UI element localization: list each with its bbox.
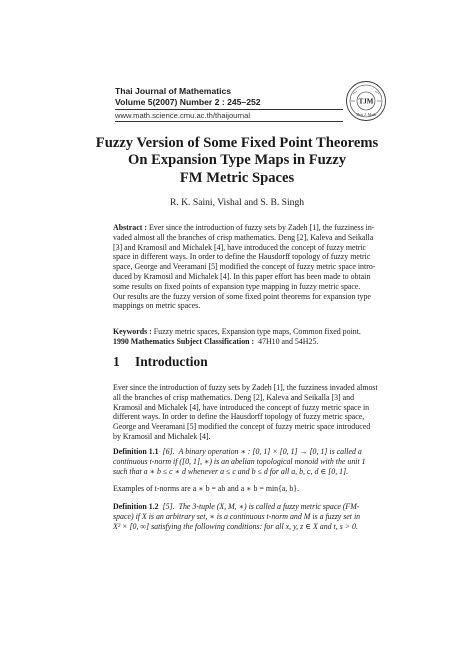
abstract-line: some results on fixed points of expansion type mapping in fuzzy metric space. bbox=[113, 281, 361, 291]
journal-header bbox=[115, 86, 375, 121]
intro-paragraph bbox=[113, 383, 378, 442]
abstract-line: mappings on metric spaces. bbox=[113, 301, 201, 311]
paper-title bbox=[60, 135, 414, 187]
abstract-line: Our results are the fuzzy version of some fixed point theorems for expansion type bbox=[113, 291, 371, 301]
definition-label: Definition 1.2 bbox=[113, 502, 159, 511]
definition-line: X² × [0, ∞] satisfying the following conditions: for all x, y, z ∈ X and t, s > 0. bbox=[113, 521, 358, 531]
svg-text:TJM: TJM bbox=[358, 97, 374, 106]
definition-ref: [6]. bbox=[162, 447, 175, 456]
svg-text:Thai J. Math: Thai J. Math bbox=[355, 112, 377, 117]
journal-url[interactable]: www.math.science.cmu.ac.th/thaijournal bbox=[115, 111, 251, 120]
abstract bbox=[113, 223, 376, 311]
section-number: 1 bbox=[113, 354, 120, 369]
definition-line: A binary operation ∗ : [0, 1] × [0, 1] → [0, 1] is called a bbox=[178, 447, 362, 456]
abstract-line: vaded almost all the branches of crisp mathematics. Deng [2], Kaleva and Seikalla bbox=[113, 232, 374, 242]
msc-label: 1990 Mathematics Subject Classification : bbox=[113, 336, 255, 346]
intro-line: all the branches of crisp mathematics. Deng [2], Kaleva and Seikalla [3] and bbox=[113, 392, 355, 402]
intro-line: Ever since the introduction of fuzzy sets by Zadeh [1], the fuzziness invaded almost bbox=[113, 383, 378, 392]
keywords bbox=[113, 327, 359, 347]
intro-line: by Kramosil and Michalek [4]. bbox=[113, 431, 211, 441]
abstract-line: space in different ways. In order to define the Hausdorff topology of fuzzy metric bbox=[113, 252, 371, 262]
header-rule-top bbox=[115, 109, 343, 110]
title-line: On Expansion Type Maps in Fuzzy bbox=[127, 152, 346, 169]
definition-1-2 bbox=[113, 502, 359, 531]
abstract-label: Abstract : bbox=[113, 223, 147, 232]
definition-line: space) if X is an arbitrary set, ∗ is a continuous t-norm and M is a fuzzy set in bbox=[113, 511, 361, 521]
abstract-line: duced by Kramosil and Michalek [4]. In this paper effort has been made to obtain bbox=[113, 271, 371, 281]
definition-line: continuous t-norm if ([0, 1], ∗) is an abelian topological monoid with the unit 1 bbox=[113, 456, 366, 466]
definition-1-1 bbox=[113, 447, 366, 476]
msc-text: 47H10 and 54H25. bbox=[258, 336, 319, 346]
intro-line: different ways. In order to define the Hausdorff topology of fuzzy metric space, bbox=[113, 412, 365, 422]
abstract-line: [3] and Kramosil and Michalek [4], have introduced the concept of fuzzy metric bbox=[113, 242, 367, 252]
section-heading bbox=[113, 354, 208, 370]
definition-ref: [5]. bbox=[162, 502, 175, 511]
journal-volume: Volume 5(2007) Number 2 : 245–252 bbox=[115, 96, 261, 107]
journal-seal-logo bbox=[345, 80, 387, 122]
authors: R. K. Saini, Vishal and S. B. Singh bbox=[169, 197, 305, 208]
keywords-text: Fuzzy metric spaces, Expansion type maps, Common fixed point. bbox=[153, 327, 361, 336]
intro-line: Kramosil and Michalek [4], have introduced the concept of fuzzy metric space in bbox=[113, 402, 370, 412]
title-line: FM Metric Spaces bbox=[179, 169, 295, 186]
abstract-line: space, George and Veeramani [5] modified the concept of fuzzy metric space intro- bbox=[113, 262, 376, 272]
examples-line: Examples of t-norms are a ∗ b = ab and a ∗ b = min{a, b}. bbox=[113, 484, 300, 493]
definition-label: Definition 1.1 bbox=[113, 447, 159, 456]
definition-line: The 3-tuple (X, M, ∗) is called a fuzzy metric space (FM- bbox=[178, 502, 360, 511]
title-line: Fuzzy Version of Some Fixed Point Theorems bbox=[95, 135, 379, 151]
keywords-label: Keywords : bbox=[113, 327, 152, 336]
section-title: Introduction bbox=[135, 354, 208, 369]
intro-line: George and Veeramani [5] modified the concept of fuzzy metric space introduced bbox=[113, 422, 371, 432]
abstract-line: Ever since the introduction of fuzzy sets by Zadeh [1], the fuzziness in- bbox=[148, 223, 375, 232]
definition-line: such that a ∗ b ≤ c ∗ d whenever a ≤ c and b ≤ d for all a, b, c, d ∈ [0, 1]. bbox=[113, 466, 349, 476]
header-rule-bottom bbox=[115, 121, 343, 122]
journal-name: Thai Journal of Mathematics bbox=[115, 86, 232, 96]
